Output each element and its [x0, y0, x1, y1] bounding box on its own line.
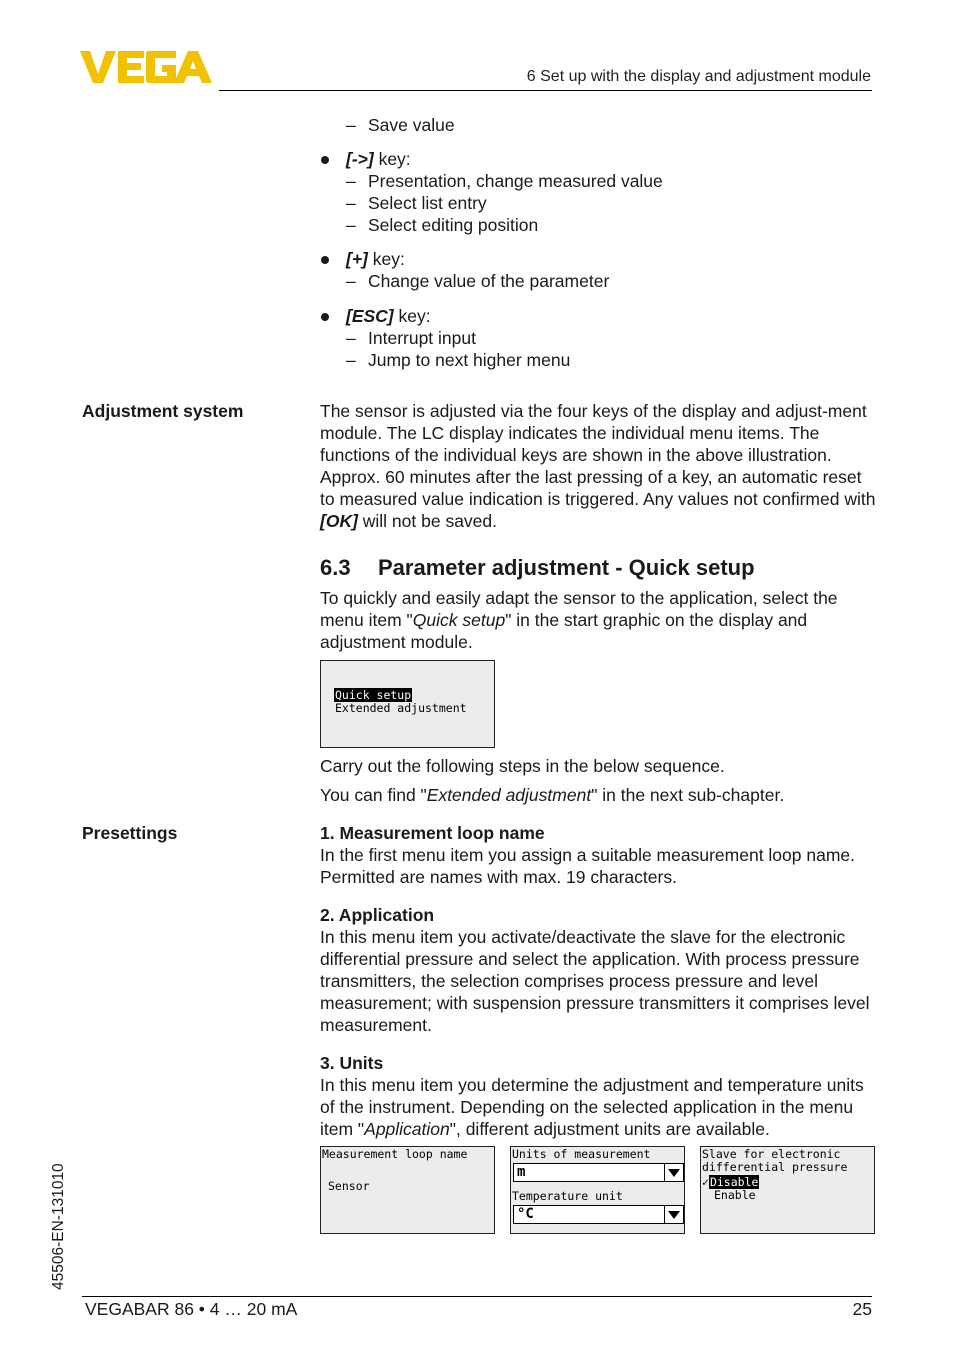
vega-logo-icon — [80, 50, 212, 84]
plus-key-entry — [320, 248, 880, 270]
list-item: – Save value — [320, 114, 880, 136]
section-number: 6.3 — [320, 555, 351, 580]
page-number: 25 — [852, 1299, 872, 1319]
lcd-label: Temperature unit — [512, 1189, 623, 1203]
lcd-start-screen — [320, 660, 495, 748]
lcd-menu-item: Enable — [714, 1188, 756, 1202]
dropdown-value: °C — [517, 1206, 534, 1222]
lcd-menu-item: Extended adjustment — [335, 701, 467, 715]
list-item: – Select list entry — [320, 192, 880, 214]
paragraph-text: ", different adjustment units are available. — [449, 1119, 770, 1139]
menu-item-reference: Quick setup — [412, 610, 506, 630]
paragraph-text: In this menu item you determine the adjustment and temperature units of the instrument. Depending on the selected application in the menu item " — [320, 1075, 864, 1139]
lcd-title: Measurement loop name — [322, 1147, 468, 1161]
section-heading — [320, 555, 755, 581]
dropdown-value: m — [517, 1164, 526, 1180]
step-text: In this menu item you activate/deactivate the slave for the electronic differential pressure and select the application. With process pressure transmitters, the selection comprises process pressure and level measurement; with suspension pressure transmitters it comprises level measurement. — [320, 927, 870, 1035]
list-item: – Jump to next higher menu — [320, 349, 880, 371]
adjustment-system-label: Adjustment system — [82, 401, 244, 421]
paragraph-text: To quickly and easily adapt the sensor to the application, select the menu item " — [320, 588, 838, 630]
list-item: – Change value of the parameter — [320, 270, 880, 292]
temperature-unit-dropdown[interactable] — [513, 1205, 684, 1224]
footer-product: VEGABAR 86 • 4 … 20 mA — [85, 1299, 298, 1319]
dropdown-arrow-icon[interactable] — [664, 1206, 683, 1223]
lcd-selected-item: Disable — [709, 1175, 759, 1189]
paragraph-text: You can find " — [320, 785, 427, 805]
menu-item-reference: Extended adjustment — [426, 785, 592, 805]
key-suffix: key: — [373, 149, 411, 169]
list-item: – Interrupt input — [320, 327, 880, 349]
steps-text: Carry out the following steps in the below sequence. — [320, 756, 725, 776]
plus-key-label: [+] — [346, 249, 368, 269]
vega-logo — [80, 50, 212, 84]
step-title: 2. Application — [320, 905, 435, 925]
lcd-value: Sensor — [328, 1179, 370, 1193]
arrow-key-label: [->] — [346, 149, 374, 169]
step-title: 1. Measurement loop name — [320, 823, 545, 843]
lcd-units-screen — [510, 1146, 685, 1234]
section-intro — [320, 587, 880, 653]
dropdown-arrow-icon[interactable] — [664, 1164, 683, 1181]
lcd-slave-screen — [700, 1146, 875, 1234]
step-text — [320, 1074, 880, 1140]
paragraph-text: will not be saved. — [357, 511, 498, 531]
key-suffix: key: — [367, 249, 405, 269]
esc-key-label: [ESC] — [346, 306, 394, 326]
lcd-title: Units of measurement — [512, 1147, 651, 1161]
header-divider — [219, 90, 872, 91]
checkmark-icon: ✓ — [702, 1175, 709, 1189]
ok-key-label: [OK] — [320, 511, 358, 531]
document-id: 45506-EN-131010 — [50, 1163, 67, 1290]
list-item: – Select editing position — [320, 214, 880, 236]
step-text: In the first menu item you assign a suitable measurement loop name. Permitted are names with max. 19 characters. — [320, 845, 855, 887]
lcd-loop-name-screen — [320, 1146, 495, 1234]
adjustment-system-text — [320, 400, 880, 532]
key-suffix: key: — [393, 306, 431, 326]
step-title: 3. Units — [320, 1053, 384, 1073]
find-text — [320, 784, 880, 806]
footer-divider — [82, 1296, 872, 1297]
presettings-label: Presettings — [82, 823, 178, 843]
menu-item-reference: Application — [364, 1119, 450, 1139]
list-item: – Presentation, change measured value — [320, 170, 880, 192]
units-dropdown[interactable] — [513, 1163, 684, 1182]
paragraph-text: " in the next sub-chapter. — [591, 785, 785, 805]
paragraph-text: The sensor is adjusted via the four keys of the display and adjust-ment module. The LC display indicates the individual menu items. The functions of the individual keys are shown in the above illustration. Approx. 60 minutes after the last pressing of a key, an automatic reset to measured value indication is triggered. Any values not confirmed with — [320, 401, 876, 509]
lcd-title: Slave for electronic — [702, 1147, 841, 1161]
esc-key-entry — [320, 305, 880, 327]
arrow-key-entry — [320, 148, 880, 170]
presettings-steps — [320, 822, 880, 1140]
chapter-header: 6 Set up with the display and adjustment module — [526, 68, 871, 85]
lcd-selected-item: Quick setup — [335, 688, 412, 702]
key-function-list — [320, 114, 880, 371]
section-title: Parameter adjustment - Quick setup — [378, 555, 755, 580]
paragraph-text: " in the start graphic on the display and adjustment module. — [320, 610, 808, 652]
lcd-title: differential pressure — [702, 1160, 848, 1174]
